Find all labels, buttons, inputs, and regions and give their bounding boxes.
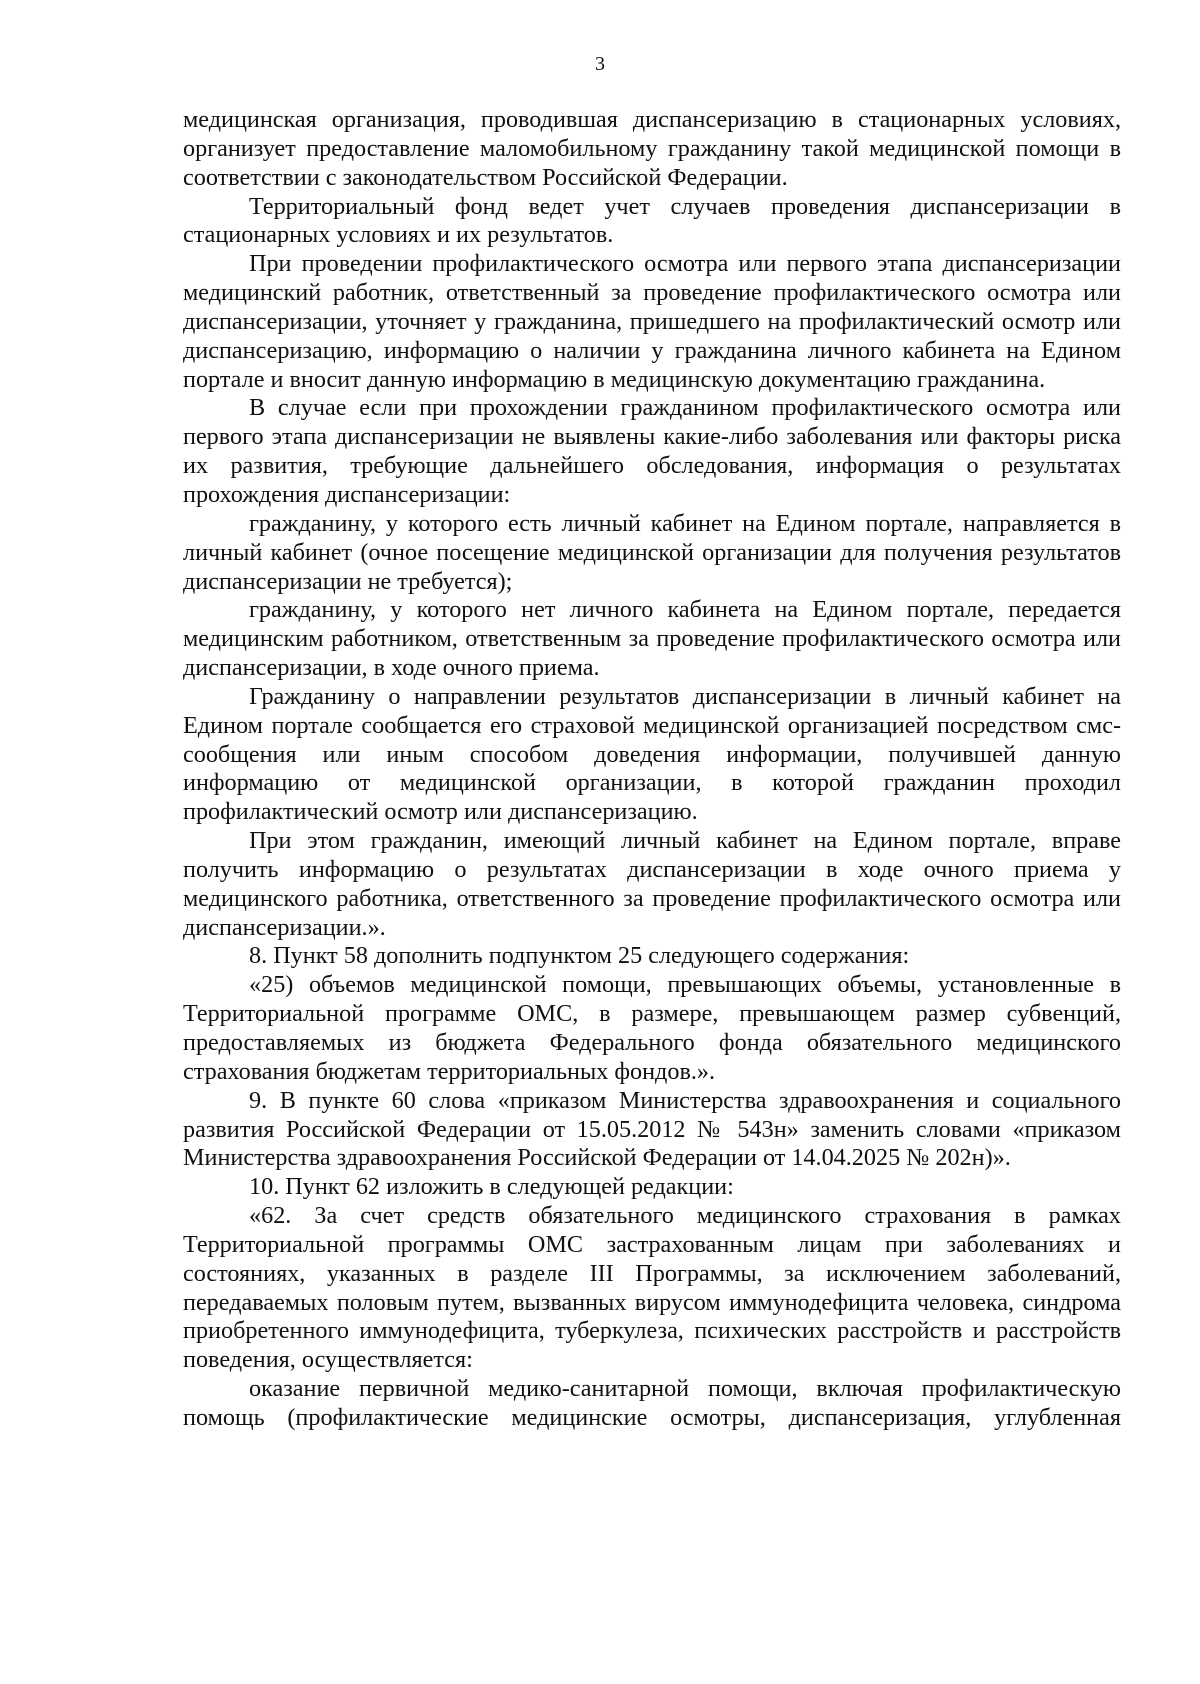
amendment-item-8: 8. Пункт 58 дополнить подпунктом 25 следующего содержания: <box>249 942 910 970</box>
paragraph: гражданину, у которого нет личного кабинета на Едином портале, передается медицинским работником, ответственным за проведение профилактического осмотра или диспансеризации, в ходе очного приема. <box>183 596 1121 682</box>
amendment-item-9: 9. В пункте 60 слова «приказом Министерства здравоохранения и социального развития Российской Федерации от 15.05.2012 № 543н» заменить словами «приказом Министерства здравоохранения Российской Федерации от 14.04.2025 № 202н)». <box>183 1086 1121 1172</box>
paragraph: медицинская организация, проводившая диспансеризацию в стационарных условиях, организует предоставление маломобильному гражданину такой медицинской помощи в соответствии с законодательством Российской Федерации. <box>183 106 1121 191</box>
page-number: 3 <box>595 53 605 75</box>
quoted-item-62: «62. За счет средств обязательного медицинского страхования в рамках Территориальной программы ОМС застрахованным лицам при заболеваниях и состояниях, указанных в разделе III Программы, за исключением заболеваний, передаваемых половым путем, вызванных вирусом иммунодефицита человека, синдрома приобретенного иммунодефицита, туберкулеза, психических расстройств и расстройств поведения, осуществляется: <box>183 1202 1121 1374</box>
paragraph: В случае если при прохождении гражданином профилактического осмотра или первого этапа диспансеризации не выявлены какие-либо заболевания или факторы риска их развития, требующие дальнейшего обследования, информация о результатах прохождения диспансеризации: <box>183 394 1121 508</box>
paragraph: Территориальный фонд ведет учет случаев проведения диспансеризации в стационарных условиях и их результатов. <box>183 192 1121 249</box>
paragraph: гражданину, у которого есть личный кабинет на Едином портале, направляется в личный кабинет (очное посещение медицинской организации для получения результатов диспансеризации не требуется); <box>183 509 1121 595</box>
paragraph: Гражданину о направлении результатов диспансеризации в личный кабинет на Едином портале сообщается его страховой медицинской организацией посредством смс-сообщения или иным способом доведения информации, получившей данную информацию от медицинской организации, в которой гражданин проходил профилактический осмотр или диспансеризацию. <box>183 682 1121 826</box>
amendment-item-10: 10. Пункт 62 изложить в следующей редакции: <box>249 1173 734 1201</box>
document-body <box>183 106 1121 1433</box>
paragraph: При проведении профилактического осмотра или первого этапа диспансеризации медицинский работник, ответственный за проведение профилактического осмотра или диспансеризации, уточняет у гражданина, пришедшего на профилактический осмотр или диспансеризацию, информацию о наличии у гражданина личного кабинета на Едином портале и вносит данную информацию в медицинскую документацию гражданина. <box>183 250 1121 393</box>
paragraph: оказание первичной медико-санитарной помощи, включая профилактическую помощь (профилактические медицинские осмотры, диспансеризация, углубленная <box>183 1375 1121 1431</box>
quoted-subitem-25: «25) объемов медицинской помощи, превышающих объемы, установленные в Территориальной программе ОМС, в размере, превышающем размер субвенций, предоставляемых из бюджета Федерального фонда обязательного медицинского страхования бюджетам территориальных фондов.». <box>183 971 1121 1085</box>
paragraph: При этом гражданин, имеющий личный кабинет на Едином портале, вправе получить информацию о результатах диспансеризации в ходе очного приема у медицинского работника, ответственного за проведение профилактического осмотра или диспансеризации.». <box>183 827 1121 941</box>
